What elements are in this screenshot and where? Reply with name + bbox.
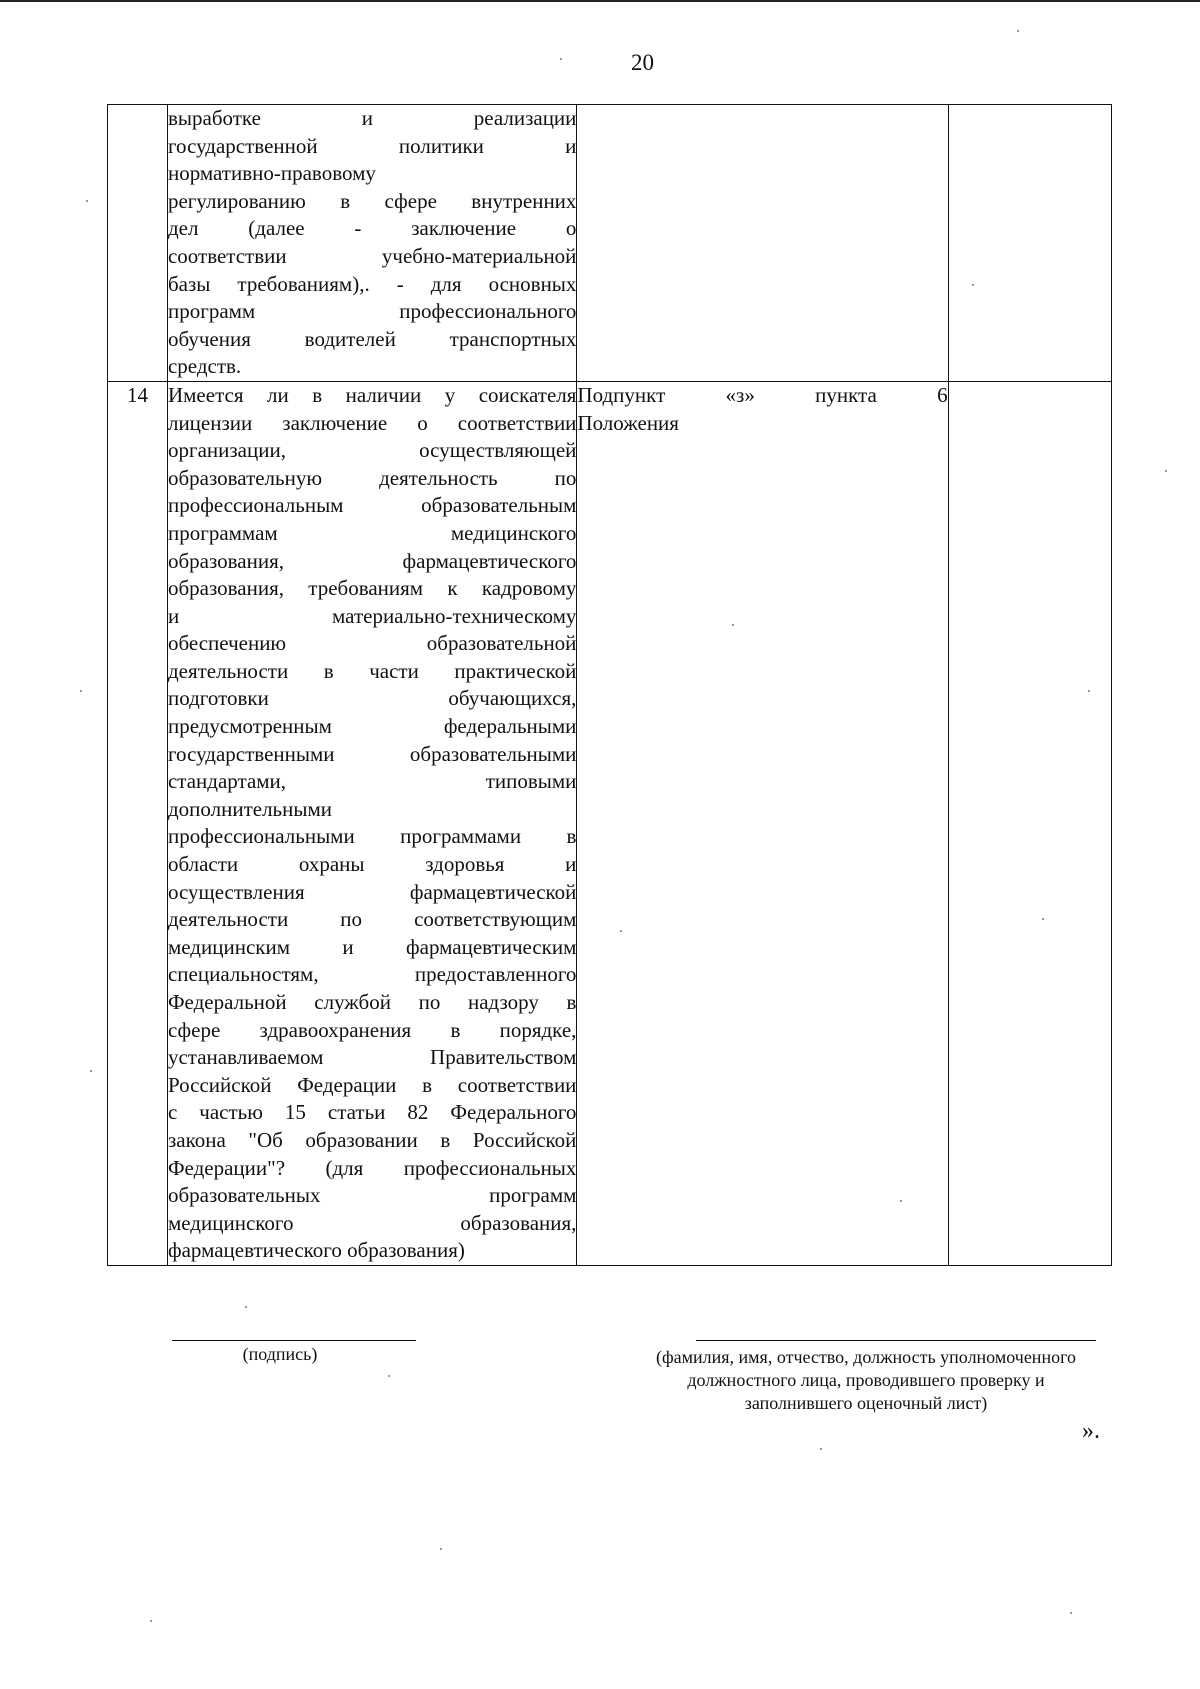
question-line: фармацевтического образования) — [167, 1238, 465, 1263]
answer-cell — [948, 105, 1111, 382]
reference-cell — [577, 105, 948, 382]
question-line: обеспечению образовательной — [167, 631, 577, 656]
question-line: образования, фармацевтического — [167, 548, 577, 573]
question-line: программам медицинского — [167, 520, 577, 545]
scan-speck — [80, 690, 82, 692]
question-cell — [167, 381, 576, 1265]
scan-speck — [900, 1200, 902, 1202]
reference-cell — [577, 381, 948, 1265]
signer-caption — [616, 1346, 1116, 1415]
question-line: Российской Федерации в соответствии — [167, 1072, 577, 1097]
signature-caption: (подпись) — [242, 1344, 318, 1364]
scan-speck — [620, 930, 622, 932]
scan-speck — [1070, 1612, 1072, 1614]
scan-speck — [150, 1620, 152, 1622]
scan-speck — [732, 624, 734, 626]
scan-speck — [86, 200, 88, 202]
question-line: профессиональными программами в — [167, 824, 577, 849]
signer-caption-line: (фамилия, имя, отчество, должность уполномоченного — [655, 1347, 1077, 1367]
question-line: дел (далее - заключение о — [167, 216, 577, 241]
table-row — [108, 381, 1112, 1265]
question-line: предусмотренным федеральными — [167, 714, 577, 739]
scan-speck — [440, 1548, 442, 1550]
page-top-edge — [0, 0, 1200, 2]
signer-caption-line: должностного лица, проводившего проверку и — [687, 1370, 1045, 1390]
question-line: с частью 15 статьи 82 Федерального — [167, 1100, 577, 1125]
question-line: государственной политики и — [167, 133, 577, 158]
question-line: подготовки обучающихся, — [167, 686, 577, 711]
scan-speck — [560, 58, 562, 60]
scan-speck — [820, 1448, 822, 1450]
question-line: деятельности в части практической — [167, 658, 577, 683]
question-cell — [167, 105, 576, 382]
question-line: средств. — [167, 354, 242, 379]
signer-caption-line: заполнившего оценочный лист) — [744, 1393, 988, 1413]
scan-speck — [1017, 30, 1019, 32]
scan-speck — [90, 1070, 92, 1072]
question-line: медицинским и фармацевтическим — [167, 934, 577, 959]
question-line: образования, требованиям к кадровому — [167, 576, 577, 601]
scan-speck — [388, 1375, 390, 1377]
row-number-cell: 14 — [108, 381, 168, 1265]
reference-line: Положения — [577, 410, 679, 435]
question-line: профессиональным образовательным — [167, 493, 577, 518]
question-line: и материально-техническому — [167, 603, 577, 628]
question-line: закона "Об образовании в Российской — [167, 1127, 577, 1152]
scan-speck — [1042, 918, 1044, 920]
signer-name-line — [696, 1340, 1096, 1341]
question-line: выработке и реализации — [167, 106, 577, 130]
question-line: государственными образовательными — [167, 741, 577, 766]
evaluation-table — [107, 104, 1112, 1266]
question-line: Имеется ли в наличии у соискателя — [167, 382, 577, 407]
question-line: образовательную деятельность по — [167, 465, 577, 490]
question-line: стандартами, типовыми — [167, 769, 577, 794]
question-line: дополнительными — [167, 796, 333, 821]
question-line: медицинского образования, — [167, 1210, 577, 1235]
question-line: соответствии учебно-материальной — [167, 243, 577, 268]
question-line: сфере здравоохранения в порядке, — [167, 1017, 577, 1042]
scan-speck — [1165, 470, 1167, 472]
question-line: нормативно-правовому — [167, 161, 376, 186]
signature-line — [172, 1340, 416, 1341]
question-line: обучения водителей транспортных — [167, 326, 577, 351]
question-line: осуществления фармацевтической — [167, 879, 577, 904]
scan-speck — [972, 284, 974, 286]
question-line: Федеральной службой по надзору в — [167, 990, 577, 1014]
answer-cell — [948, 381, 1111, 1265]
question-line: специальностям, предоставленного — [167, 962, 577, 987]
question-line: лицензии заключение о соответствии — [167, 410, 577, 435]
question-line: области охраны здоровья и — [167, 852, 577, 877]
scan-speck — [245, 1306, 247, 1308]
scan-speck — [1088, 690, 1090, 692]
closing-quote-mark: ». — [1082, 1418, 1100, 1444]
page-number: 20 — [631, 50, 654, 75]
question-line: регулированию в сфере внутренних — [167, 188, 577, 213]
question-line: деятельности по соответствующим — [167, 907, 577, 932]
question-line: базы требованиям),. - для основных — [167, 271, 577, 296]
row-number-cell — [108, 105, 168, 382]
reference-line: Подпункт «з» пункта 6 — [577, 382, 948, 407]
question-line: Федерации"? (для профессиональных — [167, 1155, 577, 1180]
question-line: организации, осуществляющей — [167, 438, 577, 463]
question-line: устанавливаемом Правительством — [167, 1045, 577, 1070]
question-line: программ профессионального — [167, 299, 577, 324]
question-line: образовательных программ — [167, 1183, 577, 1208]
table-row — [108, 105, 1112, 382]
